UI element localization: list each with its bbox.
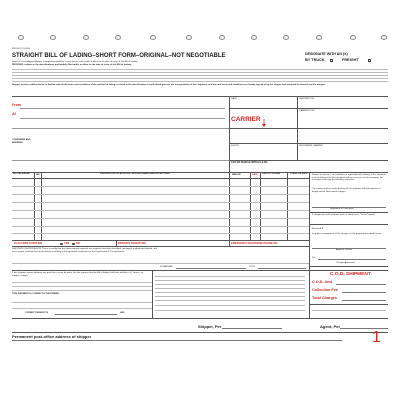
agent-cashier-label: Agent or Cashier [336,249,353,251]
binder-hole [251,35,257,40]
shipper-per-label: Shipper, Per [198,324,222,329]
binder-hole [50,35,56,40]
no-radio-icon[interactable] [72,243,75,246]
at-label: At [12,112,16,116]
col-weight: WEIGHT [232,174,241,176]
prepaid-note: THIS SHIPMENT IS CORRECTLY DESCRIBED. [12,293,60,295]
lbs-label: LBS [120,312,125,314]
received-dollar-label: Received $ [312,228,323,230]
col-class: CLASS OR RATE [290,173,308,175]
col-check: CHECK COLUMN [262,173,280,175]
binder-hole [316,35,322,40]
per-label: Per [312,257,316,259]
cod-amount-label: C.O.D. Amt. [312,280,333,284]
declared-value-text: If the shipment moves between two ports by a carrier by water, the law requires that the bill of lading shall state whether it is "carrier's or shipper's weight." [12,272,144,277]
signature-label: SIGNATURE [160,266,173,268]
no-label: NO [76,242,80,245]
received-text: RECEIVED, subject to the classifications and lawfully filed tariffs in effect on the date of issue of this Bill of Lading, [12,64,132,66]
binder-hole [381,35,387,40]
collection-fee-label: Collection Fee [312,288,338,292]
col-rate: RATE [252,174,258,176]
binder-hole [18,35,24,40]
by-truck-label: BY TRUCK [305,58,325,62]
charges-advanced-label: Charges Advanced: [336,262,356,264]
binder-hole [115,35,121,40]
permanent-address-label: Permanent post-office address of shipper [12,334,92,339]
binder-hole [219,35,225,40]
freight-label: FREIGHT [342,58,359,62]
carriers-no-label: CARRIER'S NO. [299,110,316,112]
page-number: 1 [372,329,381,346]
binder-hole [150,35,156,40]
carrier-label: CARRIER [231,116,261,123]
shipper-note: Shipper hereby certifies that he is familiar with all the terms and conditions of the said bill of lading, set forth in the classification or tariff which governs the transportation of this shipment, and the said terms and conditions are hereby agreed to by the shipper and accepted for himself and his assigns. [12,84,326,86]
intro-line: Name of Carrier/Agent/Shipper, incorporated (whether or not) herein, such tariffs in effect on the date of issue of this Bill of Lading [12,61,138,63]
product-id: PRODUCT ID-554 [12,48,30,50]
binder-hole [350,35,356,40]
delivering-carrier-label: DELIVERING CARRIER [299,145,323,147]
from-label: From [12,103,21,107]
truck-checkbox[interactable] [330,59,333,62]
shippers-no-label: SHIPPER'S NO. [299,98,315,100]
emergency-phone-label: EMERGENCY RESPONSE PHONE NO. [231,242,279,245]
driver-signature-label: DRIVER'S SIGNATURE [118,242,146,245]
col-description: DESCRIPTION OF ARTICLES, SPECIAL MARKS AND EXCEPTIONS [100,173,170,175]
route-label: ROUTE [231,145,239,147]
arrow-down-icon [262,114,266,122]
document-title: STRAIGHT BILL OF LADING–SHORT FORM–ORIGINAL–NOT NEGOTIABLE [12,53,226,59]
car-or-vehicle-label: CAR OR VEHICLE INITIALS & NO. [231,162,268,164]
charges-prepaid-text: If charges are to be prepaid, write or stamp here, "To be Prepaid." [312,214,376,216]
col-hm: HM [36,174,40,176]
agent-per-label: Agent, Per [320,324,341,329]
to-apply-text: to apply in prepayment of the charges on the property described hereon. [312,233,383,235]
title-label: TITLE [249,266,255,268]
carrier-shall-text: The carrier shall not make delivery of this shipment without payment of freight and all other lawful charges. [312,188,381,193]
total-charges-label: Total Charges [312,296,338,300]
correct-weight-label: CORRECT WEIGHT IS [25,312,48,314]
freight-checkbox[interactable] [368,59,371,62]
col-no-packages: NO. PACKAGES [13,173,30,175]
date-label: DATE [231,98,237,100]
certification-text: SHIPPER'S CERTIFICATION: This is to certify that the above-named materials are properly classified, described, packaged, marked and labeled, and are in proper condition for transportation according to the applicable regulations of the Department of Transportation. [12,248,157,253]
cod-heading: C.O.D. SHIPMENT [330,272,371,277]
consignor-signature-label: (Signature of Consignor) [330,208,354,210]
designate-label: DESIGNATE WITH AN (X) [305,52,348,56]
yes-radio-icon[interactable] [60,243,63,246]
placards-label: PLACARDS SUPPLIED [14,242,43,245]
consignee-label: CONSIGNEE AND ADDRESS [12,139,31,144]
binder-hole [186,35,192,40]
binder-hole [283,35,289,40]
yes-label: YES [64,242,70,245]
binder-hole [83,35,89,40]
section7-text: Subject to Section 7 of Conditions of applicable bill of lading, if this shipment is to be delivered to the consignee without recourse on the consignor, the consignor shall sign the following statement: [312,174,386,182]
